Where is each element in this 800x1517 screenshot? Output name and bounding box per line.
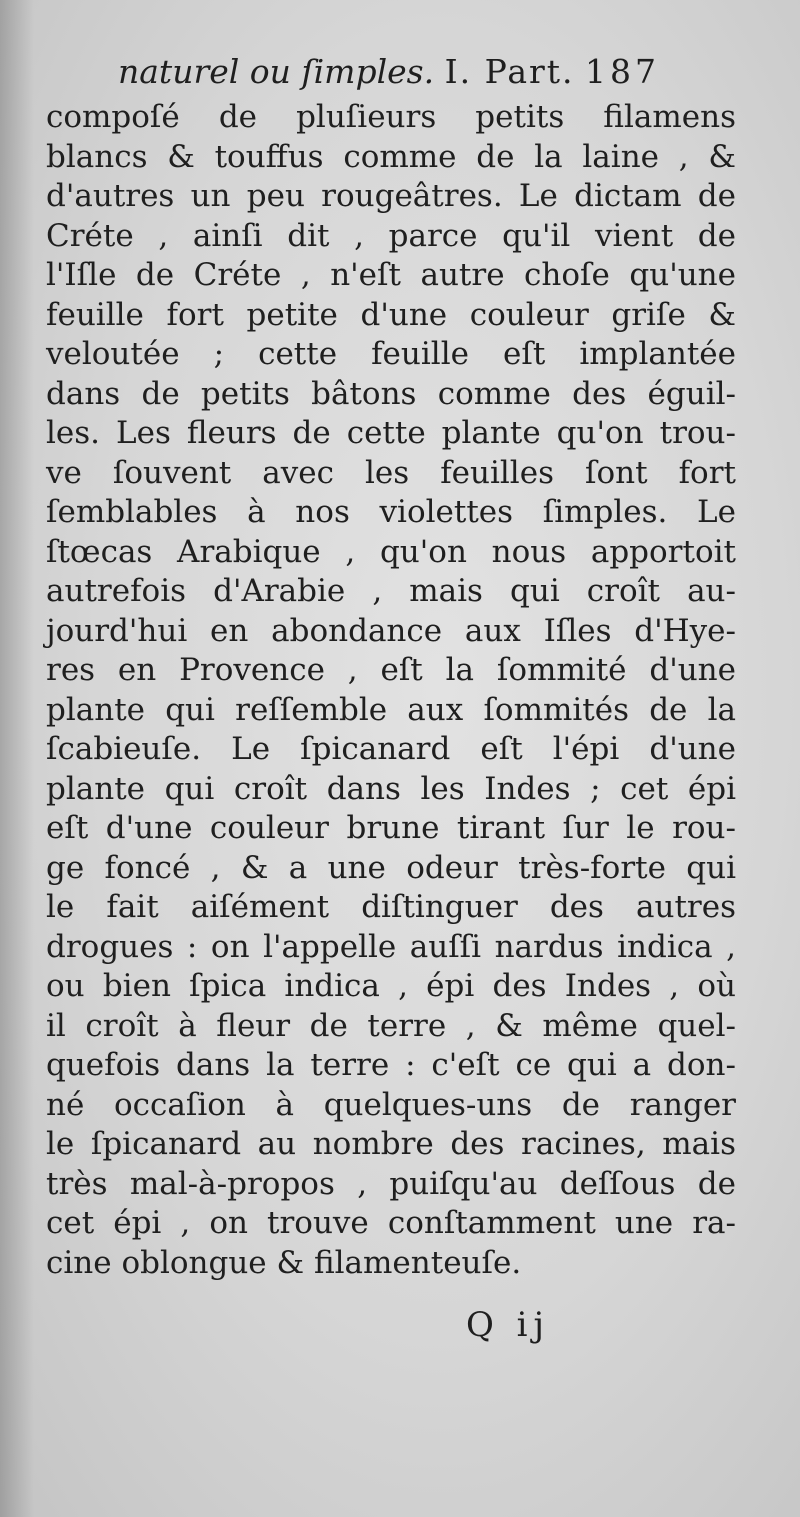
text-line: res en Provence , eſt la ſommité d'une (46, 652, 736, 688)
text-line-last: cine oblongue & filamenteuſe. (46, 1244, 522, 1281)
text-line: drogues : on l'appelle auſſi nardus indica , (46, 928, 736, 965)
text-line: l'Iſle de Créte , n'eſt autre choſe qu'une (46, 257, 736, 293)
text-line: veloutée ; cette feuille eſt implantée (46, 336, 736, 372)
text-line: très mal-à-propos , puiſqu'au deſſous de (46, 1165, 736, 1202)
page-number: 187 (585, 52, 661, 91)
text-line: ve ſouvent avec les feuilles ſont fort (46, 454, 736, 491)
text-line: eſt d'une couleur brune tirant ſur le rou- (46, 810, 736, 846)
text-line: plante qui croît dans les Indes ; cet épi (46, 770, 736, 807)
text-line: quefois dans la terre : c'eſt ce qui a don- (46, 1047, 736, 1083)
text-line: ſcabieuſe. Le ſpicanard eſt l'épi d'une (46, 731, 736, 767)
text-line: plante qui reſſemble aux ſommités de la (46, 691, 736, 728)
text-line: dans de petits bâtons comme des éguil- (46, 375, 736, 412)
running-head-part: I. Part. (444, 52, 575, 91)
signature-mark: Q ij (466, 1305, 551, 1345)
text-line: feuille fort petite d'une couleur griſe & (46, 296, 736, 333)
text-line: autrefois d'Arabie , mais qui croît au- (46, 573, 736, 609)
text-line: les. Les fleurs de cette plante qu'on trou- (46, 415, 736, 451)
text-line: jourd'hui en abondance aux Iſles d'Hye- (46, 612, 736, 649)
text-line: cet épi , on trouve conſtamment une ra- (46, 1205, 736, 1241)
running-head-title: naturel ou ſimples. (118, 52, 435, 91)
body-text (46, 98, 736, 1283)
text-line: d'autres un peu rougeâtres. Le dictam de (46, 178, 736, 214)
page-gutter-shadow (0, 0, 34, 1517)
running-head (118, 50, 661, 94)
text-line: blancs & touffus comme de la laine , & (46, 138, 736, 175)
text-line: il croît à fleur de terre , & même quel- (46, 1007, 736, 1044)
text-line: le ſpicanard au nombre des racines, mais (46, 1126, 736, 1162)
text-line: le fait aiſément diſtinguer des autres (46, 889, 736, 925)
text-line: né occaſion à quelques-uns de ranger (46, 1086, 736, 1123)
text-line: ſemblables à nos violettes ſimples. Le (46, 494, 736, 530)
text-line: ſtœcas Arabique , qu'on nous apportoit (46, 533, 736, 570)
text-line: ge foncé , & a une odeur très-forte qui (46, 849, 736, 886)
text-line: compoſé de pluſieurs petits filamens (46, 99, 736, 135)
text-line: Créte , ainſi dit , parce qu'il vient de (46, 217, 736, 254)
text-line: ou bien ſpica indica , épi des Indes , où (46, 968, 736, 1004)
